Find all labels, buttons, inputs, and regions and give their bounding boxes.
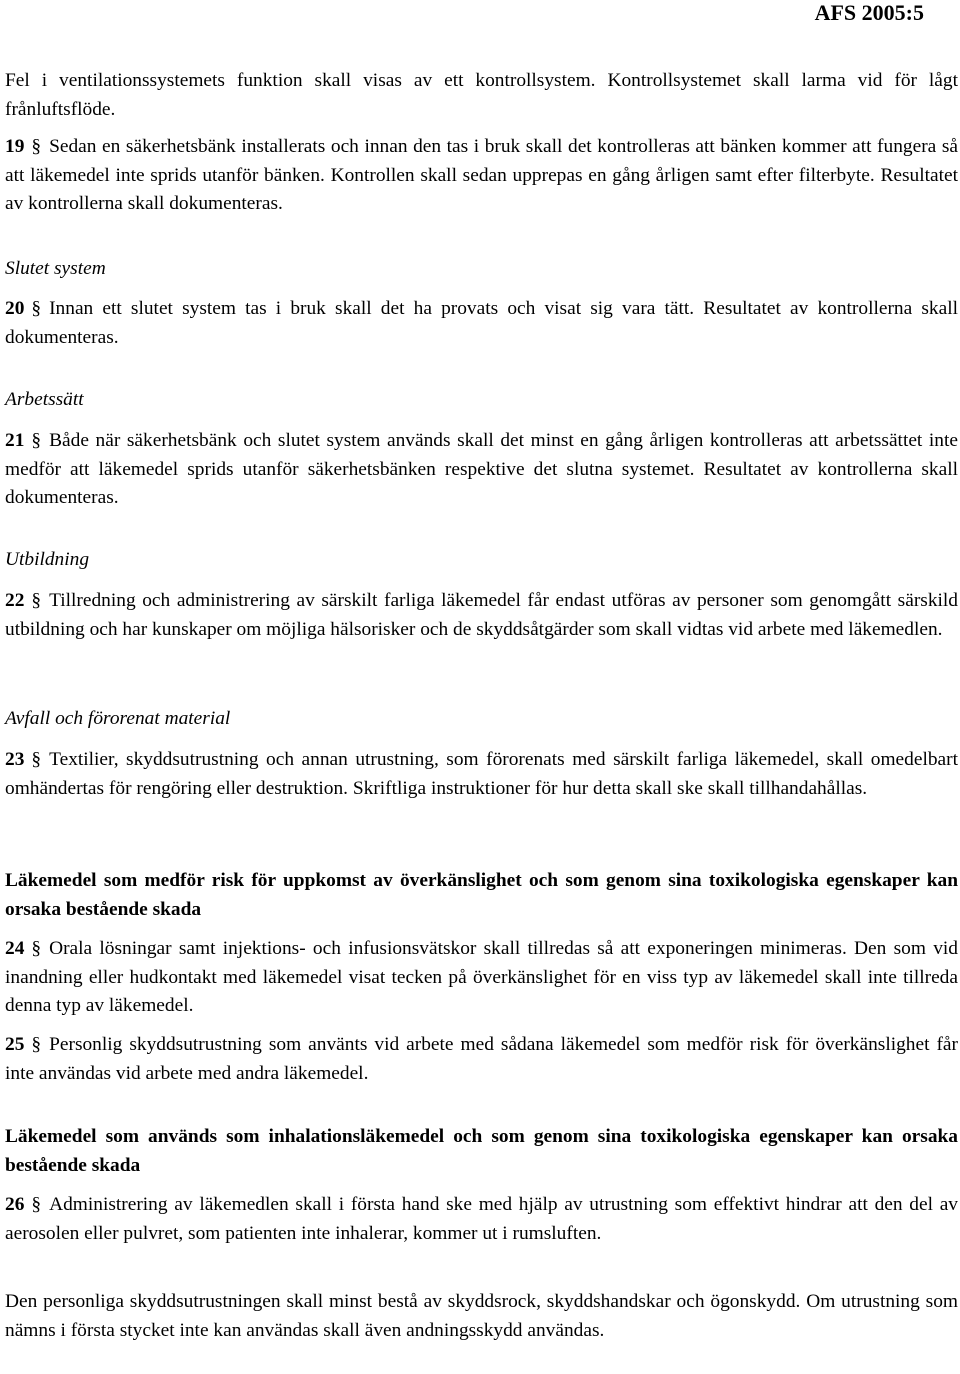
paragraph-text: Sedan en säkerhetsbänk installerats och innan den tas i bruk skall det kontrolleras att bänken kommer att fungera så att läkemedel inte sprids utanför bänken. Kontrollen skall sedan upprepas en gång årligen samt efter filterbyte. Resultatet av kontrollerna skall dokumenteras.	[5, 136, 958, 214]
section-sign-icon: §	[31, 749, 42, 770]
section-sign-icon: §	[31, 938, 42, 959]
heading-arbetssatt: Arbetssätt	[5, 389, 84, 410]
paragraph-number: 21	[5, 430, 25, 451]
heading-utbildning: Utbildning	[5, 549, 90, 570]
paragraph-number: 26	[5, 1194, 25, 1215]
section-sign-icon: §	[31, 1194, 42, 1215]
paragraph-23	[5, 746, 958, 803]
paragraph-text: Orala lösningar samt injektions- och infusionsvätskor skall tillredas så att exponeringen minimeras. Den som vid inandning eller hudkontakt med läkemedel visat tecken på överkänslighet för en viss typ av läkemedel skall inte tillreda denna typ av läkemedel.	[5, 938, 958, 1016]
paragraph-number: 23	[5, 749, 25, 770]
paragraph-number: 19	[5, 136, 25, 157]
paragraph-final: Den personliga skyddsutrustningen skall minst bestå av skyddsrock, skyddshandskar och ögonskydd. Om utrustning som nämns i första stycket inte kan användas skall även andningsskydd användas.	[5, 1291, 958, 1341]
paragraph-text: Innan ett slutet system tas i bruk skall det ha provats och visat sig vara tätt. Resultatet av kontrollerna skall dokumenteras.	[5, 298, 958, 348]
paragraph-24	[5, 935, 958, 1021]
section-sign-icon: §	[31, 590, 42, 611]
paragraph-text: Både när säkerhetsbänk och slutet system används skall det minst en gång årligen kontrolleras att arbetssättet inte medför att läkemedel sprids utanför säkerhetsbänken respektive det slutna systemet. Resultatet av kontrollerna skall dokumenteras.	[5, 430, 958, 508]
paragraph-19	[5, 133, 958, 219]
document-id: AFS 2005:5	[814, 0, 924, 25]
paragraph-number: 22	[5, 590, 25, 611]
paragraph-text: Administrering av läkemedlen skall i första hand ske med hjälp av utrustning som effektivt hindrar att den del av aerosolen eller pulvret, som patienten inte inhalerar, kommer ut i rumsluften.	[5, 1194, 958, 1244]
heading-overkanslighet: Läkemedel som medför risk för uppkomst av överkänslighet och som genom sina toxikologiska egenskaper kan orsaka bestående skada	[5, 870, 958, 920]
paragraph-ventilation: Fel i ventilationssystemets funktion skall visas av ett kontrollsystem. Kontrollsystemet skall larma vid för lågt frånluftsflöde.	[5, 70, 958, 120]
paragraph-number: 25	[5, 1034, 25, 1055]
paragraph-text: Tillredning och administrering av särskilt farliga läkemedel får endast utföras av personer som genomgått särskild utbildning och har kunskaper om möjliga hälsorisker och de skyddsåtgärder som skall vidtas vid arbete med läkemedlen.	[5, 590, 958, 640]
section-sign-icon: §	[31, 430, 42, 451]
heading-avfall: Avfall och förorenat material	[5, 708, 231, 729]
section-sign-icon: §	[31, 298, 42, 319]
paragraph-number: 20	[5, 298, 25, 319]
section-sign-icon: §	[31, 1034, 42, 1055]
section-sign-icon: §	[31, 136, 42, 157]
paragraph-26	[5, 1191, 958, 1248]
paragraph-21	[5, 427, 958, 513]
heading-slutet-system: Slutet system	[5, 258, 106, 279]
heading-inhalationslakemedel: Läkemedel som används som inhalationsläkemedel och som genom sina toxikologiska egenskaper kan orsaka bestående skada	[5, 1126, 958, 1176]
paragraph-number: 24	[5, 938, 25, 959]
paragraph-25	[5, 1031, 958, 1088]
paragraph-text: Textilier, skyddsutrustning och annan utrustning, som förorenats med särskilt farliga läkemedel, skall omedelbart omhändertas för rengöring eller destruktion. Skriftliga instruktioner för hur detta skall ske skall tillhandahållas.	[5, 749, 958, 799]
paragraph-22	[5, 587, 958, 644]
paragraph-20	[5, 295, 958, 352]
paragraph-text: Personlig skyddsutrustning som använts vid arbete med sådana läkemedel som medför risk för överkänslighet får inte användas vid arbete med andra läkemedel.	[5, 1034, 958, 1084]
